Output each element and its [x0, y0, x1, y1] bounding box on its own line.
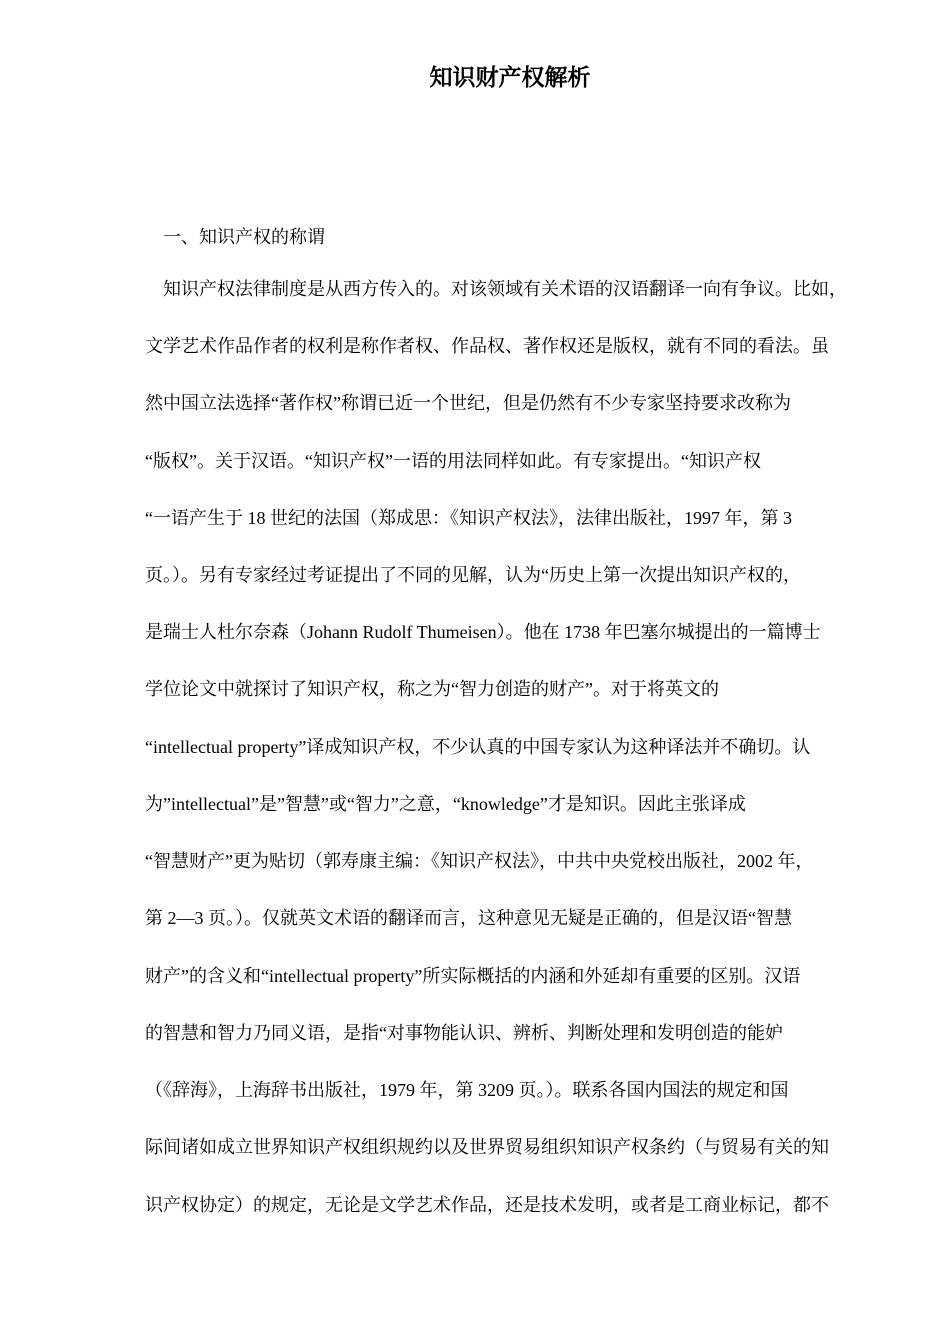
body-line: 财产”的含义和“intellectual property”所实际概括的内涵和外延却有重要的区别。汉语	[145, 966, 801, 986]
body-line: “版权”。关于汉语。“知识产权”一语的用法同样如此。有专家提出。“知识产权	[145, 451, 761, 471]
document-title: 知识财产权解析	[429, 65, 591, 90]
body-line: 际间诸如成立世界知识产权组织规约以及世界贸易组织知识产权条约（与贸易有关的知	[145, 1137, 829, 1157]
body-line: “智慧财产”更为贴切（郭寿康主编：《知识产权法》，中共中央党校出版社，2002 年，	[145, 851, 814, 871]
body-line: 页。）。另有专家经过考证提出了不同的见解，认为“历史上第一次提出知识产权的，	[145, 565, 801, 585]
body-line: 知识产权法律制度是从西方传入的。对该领域有关术语的汉语翻译一向有争议。比如，	[163, 279, 847, 299]
body-line: 识产权协定）的规定，无论是文学艺术作品，还是技术发明，或者是工商业标记，都不	[145, 1195, 829, 1215]
body-line: 文学艺术作品作者的权利是称作者权、作品权、著作权还是版权，就有不同的看法。虽	[145, 336, 829, 356]
body-line: 然中国立法选择“著作权”称谓已近一个世纪，但是仍然有不少专家坚持要求改称为	[145, 393, 791, 413]
body-line: “intellectual property”译成知识产权，不少认真的中国专家认为这种译法并不确切。认	[145, 737, 811, 757]
body-line: 的智慧和智力乃同义语，是指“对事物能认识、辨析、判断处理和发明创造的能妒	[145, 1023, 783, 1043]
body-line: 是瑞士人杜尔奈森（Johann Rudolf Thumeisen）。他在 1738 年巴塞尔城提出的一篇博士	[145, 622, 821, 642]
body-line: 为”intellectual”是”智慧”或“智力”之意，“knowledge”才是知识。因此主张译成	[145, 794, 746, 814]
section-heading: 一、知识产权的称谓	[163, 227, 325, 247]
body-line: （《辞海》，上海辞书出版社，1979 年，第 3209 页。）。联系各国内国法的规定和国	[145, 1080, 789, 1100]
body-line: 第 2—3 页。）。仅就英文术语的翻译而言，这种意见无疑是正确的，但是汉语“智慧	[145, 908, 792, 928]
body-line: “一语产生于 18 世纪的法国（郑成思：《知识产权法》，法律出版社，1997 年，第 3	[145, 508, 792, 528]
body-line: 学位论文中就探讨了知识产权，称之为“智力创造的财产”。对于将英文的	[145, 679, 719, 699]
